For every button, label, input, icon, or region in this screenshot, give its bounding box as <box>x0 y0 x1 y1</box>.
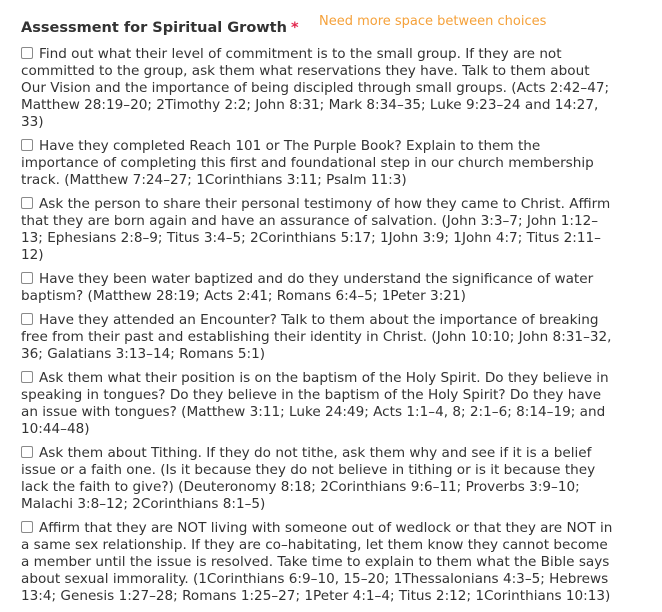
field-title-text: Assessment for Spiritual Growth <box>21 20 287 36</box>
choice-label: Have they completed Reach 101 or The Purple Book? Explain to them the importance of completing this first and foundational step in our church membership track. (Matthew 7:24–27; 1Corinthians 3:11; Psalm 11:3) <box>21 138 594 188</box>
choice-item-holy-spirit[interactable] <box>21 370 617 438</box>
choice-label: Ask the person to share their personal testimony of how they came to Christ. Affirm that they are born again and have an assurance of salvation. (John 3:3–7; John 1:12–13; Ephesians 2:8–9; Titus 3:4–5; 2Corinthians 5:17; 1John 3:9; 1John 4:7; Titus 2:11–12) <box>21 196 611 263</box>
choice-item-reach-101[interactable] <box>21 138 617 189</box>
choice-label: Have they been water baptized and do they understand the significance of water baptism? (Matthew 28:19; Acts 2:41; Romans 6:4–5; 1Peter 3:21) <box>21 271 594 304</box>
checkbox[interactable] <box>21 521 33 533</box>
form-header <box>21 14 646 44</box>
choice-item-water-baptism[interactable] <box>21 271 617 305</box>
checkbox[interactable] <box>21 197 33 209</box>
checkbox[interactable] <box>21 272 33 284</box>
field-title <box>21 20 299 36</box>
checkbox[interactable] <box>21 446 33 458</box>
choice-label: Have they attended an Encounter? Talk to them about the importance of breaking free from their past and establishing their identity in Christ. (John 10:10; John 8:31–32, 36; Galatians 3:13–14; Romans 5:1) <box>21 312 612 362</box>
choice-label: Ask them about Tithing. If they do not tithe, ask them why and see if it is a belief issue or a faith one. (Is it because they do not believe in tithing or is it because they lack the faith to give?) (Deuteronomy 8:18; 2Corinthians 9:6–11; Proverbs 3:9–10; Malachi 3:8–12; 2Corinthians 8:1–5) <box>21 445 596 512</box>
checkbox[interactable] <box>21 47 33 59</box>
choice-list <box>21 46 646 605</box>
choice-item-commitment[interactable] <box>21 46 617 131</box>
annotation-note: Need more space between choices <box>319 14 547 29</box>
choice-label: Affirm that they are NOT living with someone out of wedlock or that they are NOT in a same sex relationship. If they are co–habitating, let them know they cannot become a member until the issue is resolved. Take time to explain to them what the Bible says about sexual immorality. (1Corinthians 6:9–10, 15–20; 1Thessalonians 4:3–5; Hebrews 13:4; Genesis 1:27–28; Romans 1:25–27; 1Peter 4:1–4; Titus 2:12; 1Corinthians 10:13) <box>21 520 613 604</box>
choice-item-testimony[interactable] <box>21 196 617 264</box>
choice-label: Ask them what their position is on the baptism of the Holy Spirit. Do they believe in speaking in tongues? Do they believe in the baptism of the Holy Spirit? Do they have an issue with tongues? (Matthew 3:11; Luke 24:49; Acts 1:1–4, 8; 2:1–6; 8:14–19; and 10:44–48) <box>21 370 609 437</box>
checkbox[interactable] <box>21 313 33 325</box>
choice-item-relationships[interactable] <box>21 520 617 605</box>
checkbox[interactable] <box>21 139 33 151</box>
choice-item-tithing[interactable] <box>21 445 617 513</box>
checkbox[interactable] <box>21 371 33 383</box>
choice-label: Find out what their level of commitment is to the small group. If they are not committed to the group, ask them what reservations they have. Talk to them about Our Vision and the importance of being discipled through small groups. (Acts 2:42–47; Matthew 28:19–20; 2Timothy 2:2; John 8:31; Mark 8:34–35; Luke 9:23–24 and 14:27, 33) <box>21 46 610 130</box>
required-marker: * <box>290 20 299 36</box>
assessment-form <box>21 14 646 612</box>
choice-item-encounter[interactable] <box>21 312 617 363</box>
